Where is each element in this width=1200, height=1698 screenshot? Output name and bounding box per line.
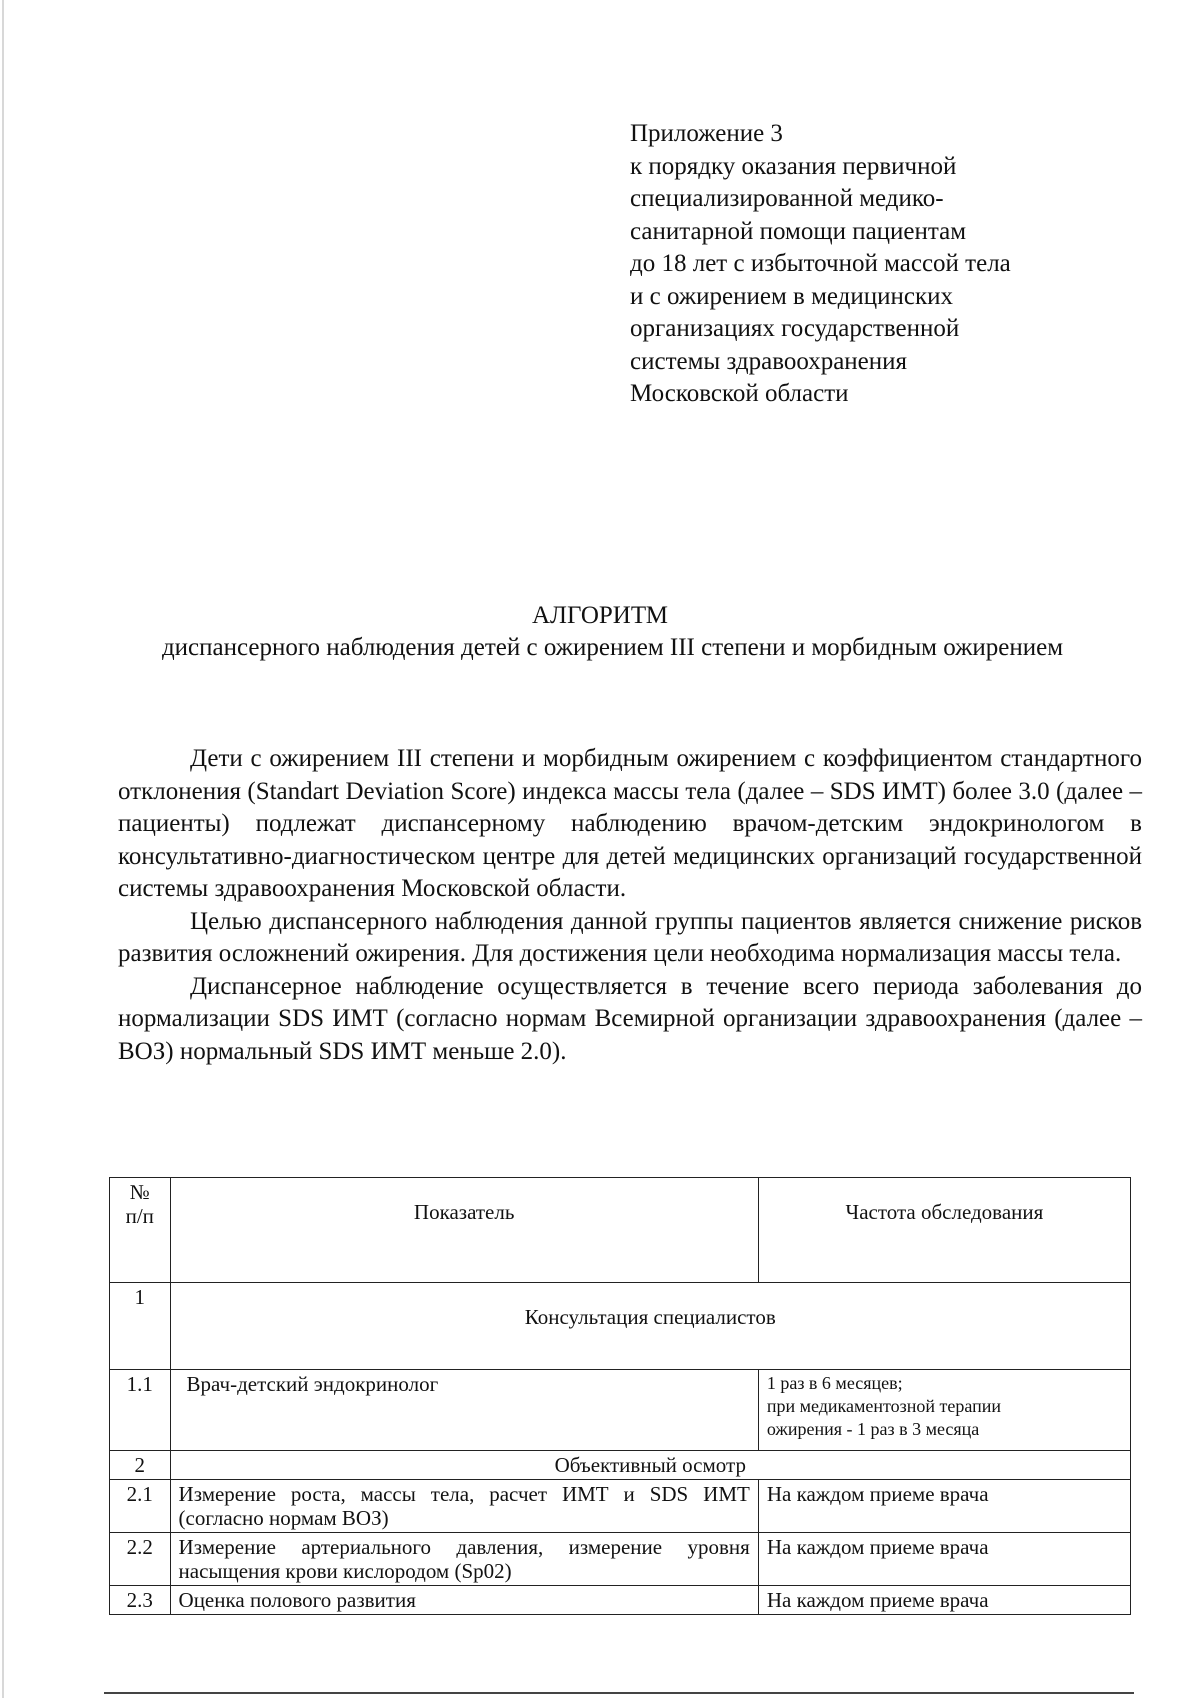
table-row [110, 1586, 1131, 1615]
row-indicator: Оценка полового развития [170, 1586, 758, 1615]
section-number: 1 [110, 1283, 171, 1370]
table-row [110, 1370, 1131, 1451]
appendix-line: специализированной медико- [630, 185, 944, 212]
scan-edge [2, 0, 4, 1698]
header-frequency: Частота обследования [758, 1178, 1130, 1283]
row-number: 2.2 [110, 1533, 171, 1586]
row-number: 2.1 [110, 1480, 171, 1533]
row-indicator: Измерение роста, массы тела, расчет ИМТ и SDS ИМТ (согласно нормам ВОЗ) [170, 1480, 758, 1533]
header-indicator: Показатель [170, 1178, 758, 1283]
appendix-line: к порядку оказания первичной [630, 152, 957, 180]
document-title [0, 600, 1200, 664]
appendix-line: Московской области [630, 380, 849, 407]
header-number-sign: № [129, 1180, 150, 1204]
appendix-line: санитарной помощи пациентам [630, 217, 967, 245]
body-text [118, 743, 1142, 1068]
table-row [110, 1533, 1131, 1586]
section-number: 2 [110, 1451, 171, 1480]
row-number: 2.3 [110, 1586, 171, 1615]
table-section-row [110, 1283, 1131, 1370]
appendix-line: до 18 лет с избыточной массой тела [630, 250, 1011, 277]
header-number-label: п/п [125, 1204, 154, 1228]
appendix-line: организациях государственной [630, 315, 960, 342]
frequency-line: ожирения - 1 раз в 3 месяца [766, 1419, 980, 1439]
row-indicator: Врач-детский эндокринолог [170, 1370, 758, 1451]
title-subheading: диспансерного наблюдения детей с ожирением III степени и морбидным ожирением [161, 634, 1064, 661]
page-bottom-rule [104, 1692, 1134, 1694]
appendix-block [630, 118, 1100, 411]
appendix-line: системы здравоохранения [630, 347, 908, 375]
row-indicator: Измерение артериального давления, измерение уровня насыщения крови кислородом (Sp02) [170, 1533, 758, 1586]
paragraph: Целью диспансерного наблюдения данной группы пациентов является снижение рисков развития осложнений ожирения. Для достижения цели необходима нормализация массы тела. [118, 907, 1142, 967]
frequency-line: при медикаментозной терапии [766, 1396, 1002, 1416]
table-section-row [110, 1451, 1131, 1480]
row-frequency: На каждом приеме врача [758, 1586, 1130, 1615]
row-frequency: На каждом приеме врача [758, 1480, 1130, 1533]
table-row [110, 1480, 1131, 1533]
section-label: Консультация специалистов [170, 1283, 1130, 1370]
row-frequency: На каждом приеме врача [758, 1533, 1130, 1586]
frequency-line: 1 раз в 6 месяцев; [766, 1373, 903, 1393]
section-label: Объективный осмотр [170, 1451, 1130, 1480]
header-number [110, 1178, 171, 1283]
paragraph: Дети с ожирением III степени и морбидным ожирением с коэффициентом стандартного отклонения (Standart Deviation Score) индекса массы тела (далее – SDS ИМТ) более 3.0 (далее – пациенты) подлежат диспансерному наблюдению врачом-детским эндокринологом в консультативно-диагностическом центре для детей медицинских организаций государственной системы здравоохранения Московской области. [118, 745, 1142, 902]
table-header-row [110, 1178, 1131, 1283]
row-frequency [758, 1370, 1130, 1451]
appendix-line: Приложение 3 [630, 120, 783, 147]
title-heading: АЛГОРИТМ [531, 602, 669, 629]
row-number: 1.1 [110, 1370, 171, 1451]
paragraph: Диспансерное наблюдение осуществляется в течение всего периода заболевания до нормализации SDS ИМТ (согласно нормам Всемирной организации здравоохранения (далее – ВОЗ) нормальный SDS ИМТ меньше 2.0). [118, 972, 1142, 1065]
observation-table [109, 1177, 1131, 1615]
appendix-line: и с ожирением в медицинских [630, 282, 954, 310]
